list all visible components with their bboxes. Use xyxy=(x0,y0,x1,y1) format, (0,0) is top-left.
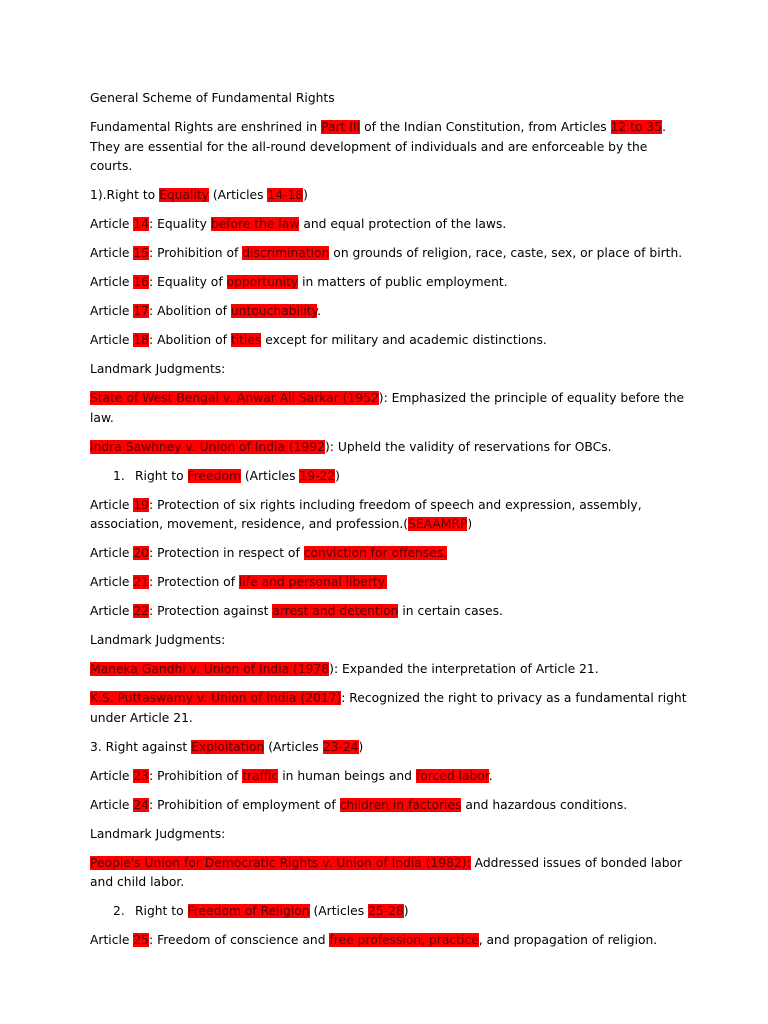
highlighted-text: Exploitation xyxy=(191,739,265,754)
text-run: : Equality xyxy=(149,217,211,231)
text-run: 1).Right to xyxy=(90,188,160,202)
text-run: , and propagation of religion. xyxy=(478,933,658,947)
highlighted-text: discrimination xyxy=(242,246,330,260)
document-title xyxy=(90,89,690,109)
text-run: ): Emphasized the principle of equality before the law. xyxy=(90,391,685,425)
text-run: Article xyxy=(90,768,134,783)
highlighted-text: SEAAMRP xyxy=(408,517,468,531)
paragraph xyxy=(90,438,690,458)
text-run: Right to xyxy=(135,904,188,918)
list-number: 2. xyxy=(113,904,125,918)
text-run: Landmark Judgments: xyxy=(90,633,226,647)
highlighted-text: Freedom xyxy=(187,468,241,483)
highlighted-text: Freedom of Religion xyxy=(187,904,310,918)
text-run: in matters of public employment. xyxy=(298,275,508,289)
section-heading xyxy=(90,738,690,758)
highlighted-text: 24 xyxy=(133,797,150,812)
paragraph xyxy=(90,689,690,728)
text-run: : Freedom of conscience and xyxy=(149,933,330,947)
paragraph xyxy=(90,573,690,593)
text-run: Article xyxy=(90,797,134,812)
highlighted-text: K.S. Puttaswamy v. Union of India (2017) xyxy=(90,691,342,705)
paragraph xyxy=(90,631,690,651)
text-run: (Articles xyxy=(240,468,300,483)
paragraph xyxy=(90,118,690,177)
highlighted-text: 22 xyxy=(133,604,150,618)
text-run: : Recognized the right to privacy as a fundamental right under Article 21. xyxy=(90,691,687,725)
text-run: : Protection of xyxy=(149,575,239,589)
paragraph xyxy=(90,602,690,622)
highlighted-text: 19-22 xyxy=(299,468,336,483)
highlighted-text: 14-18 xyxy=(267,188,304,202)
highlighted-text: 12 to 35 xyxy=(610,120,663,134)
text-run: except for military and academic distinctions. xyxy=(261,333,547,347)
paragraph xyxy=(90,825,690,845)
text-run: Right to xyxy=(135,468,188,483)
highlighted-text: conviction for offenses. xyxy=(303,546,448,560)
text-run: Addressed issues of bonded labor and child labor. xyxy=(90,855,683,889)
highlighted-text: Indra Sawhney v. Union of India (1992 xyxy=(90,439,325,454)
paragraph xyxy=(90,496,690,535)
text-run: : Prohibition of xyxy=(149,246,243,260)
highlighted-text: Equality xyxy=(159,188,209,202)
text-run: and hazardous conditions. xyxy=(461,797,628,812)
highlighted-text: 21 xyxy=(133,575,150,589)
paragraph xyxy=(90,215,690,235)
paragraph xyxy=(90,360,690,380)
paragraph xyxy=(90,854,690,893)
paragraph xyxy=(90,331,690,351)
highlighted-text: 15 xyxy=(133,246,150,260)
text-run: 3. Right against xyxy=(90,739,192,754)
highlighted-text: Part III xyxy=(321,120,361,134)
highlighted-text: before the law xyxy=(210,217,300,231)
highlighted-text: opportunity xyxy=(226,275,299,289)
paragraph xyxy=(90,796,690,816)
text-run: : Abolition of xyxy=(149,333,231,347)
highlighted-text: titles xyxy=(230,333,262,347)
text-run: in human beings and xyxy=(278,768,416,783)
text-run: and equal protection of the laws. xyxy=(299,217,507,231)
highlighted-text: untouchability xyxy=(230,304,318,318)
paragraph xyxy=(90,767,690,787)
highlighted-text: 14 xyxy=(133,217,150,231)
highlighted-text: forced labor xyxy=(415,768,489,783)
numbered-heading xyxy=(90,467,690,487)
text-run: Fundamental Rights are enshrined in xyxy=(90,120,322,134)
text-run: ) xyxy=(403,904,409,918)
highlighted-text: life and personal liberty. xyxy=(238,575,388,589)
highlighted-text: Maneka Gandhi v. Union of India (1978 xyxy=(90,662,330,676)
paragraph xyxy=(90,544,690,564)
text-run: Article xyxy=(90,246,134,260)
text-run: Article xyxy=(90,575,134,589)
text-run: Article xyxy=(90,546,134,560)
section-heading xyxy=(90,186,690,206)
text-run: : Protection against xyxy=(149,604,273,618)
text-run: in certain cases. xyxy=(398,604,503,618)
text-run: Landmark Judgments: xyxy=(90,362,226,376)
text-run: (Articles xyxy=(208,188,268,202)
text-run: Article xyxy=(90,604,134,618)
text-run: : Prohibition of employment of xyxy=(149,797,340,812)
highlighted-text: traffic xyxy=(242,768,279,783)
highlighted-text: 25 xyxy=(133,933,150,947)
paragraph xyxy=(90,660,690,680)
text-run: General Scheme of Fundamental Rights xyxy=(90,91,335,105)
text-run: ) xyxy=(467,517,473,531)
text-run: . xyxy=(317,304,322,318)
text-run: . They are essential for the all-round development of individuals and are enforceable by the courts. xyxy=(90,120,667,173)
paragraph xyxy=(90,931,690,951)
text-run: : Protection of six rights including freedom of speech and expression, assembly, association, movement, residence, and profession.( xyxy=(90,497,642,531)
text-run: (Articles xyxy=(264,739,323,754)
text-run: Landmark Judgments: xyxy=(90,826,226,841)
text-run: ) xyxy=(358,739,364,754)
text-run: Article xyxy=(90,497,134,512)
highlighted-text: 23 xyxy=(133,768,150,783)
highlighted-text: 16 xyxy=(133,275,150,289)
text-run: ) xyxy=(303,188,308,202)
text-run: : Abolition of xyxy=(149,304,231,318)
document-body xyxy=(90,89,690,960)
highlighted-text: 19 xyxy=(133,497,150,512)
highlighted-text: People's Union for Democratic Rights v. Union of India (1982): xyxy=(90,855,471,870)
highlighted-text: 18 xyxy=(133,333,150,347)
text-run: Article xyxy=(90,275,134,289)
text-run: : Equality of xyxy=(149,275,227,289)
paragraph xyxy=(90,273,690,293)
text-run: (Articles xyxy=(309,904,369,918)
text-run: Article xyxy=(90,933,134,947)
text-run: : Protection in respect of xyxy=(149,546,304,560)
text-run: ): Expanded the interpretation of Article 21. xyxy=(329,662,599,676)
list-number: 1. xyxy=(113,468,125,483)
text-run: ): Upheld the validity of reservations for OBCs. xyxy=(324,439,612,454)
highlighted-text: 17 xyxy=(133,304,150,318)
highlighted-text: children in factories xyxy=(339,797,462,812)
paragraph xyxy=(90,244,690,264)
text-run: Article xyxy=(90,304,134,318)
text-run: Article xyxy=(90,333,134,347)
text-run: Article xyxy=(90,217,134,231)
text-run: of the Indian Constitution, from Articles xyxy=(360,120,611,134)
highlighted-text: 25-28 xyxy=(368,904,404,918)
numbered-heading xyxy=(90,902,690,922)
text-run: : Prohibition of xyxy=(149,768,243,783)
highlighted-text: 20 xyxy=(133,546,150,560)
paragraph xyxy=(90,302,690,322)
text-run: on grounds of religion, race, caste, sex, or place of birth. xyxy=(329,246,683,260)
text-run: ) xyxy=(335,468,340,483)
highlighted-text: 23-24 xyxy=(322,739,359,754)
paragraph xyxy=(90,389,690,428)
highlighted-text: free profession, practice xyxy=(329,933,479,947)
text-run: . xyxy=(488,768,493,783)
highlighted-text: State of West Bengal v. Anwar Ali Sarkar (1952 xyxy=(90,391,379,405)
highlighted-text: arrest and detention xyxy=(272,604,399,618)
